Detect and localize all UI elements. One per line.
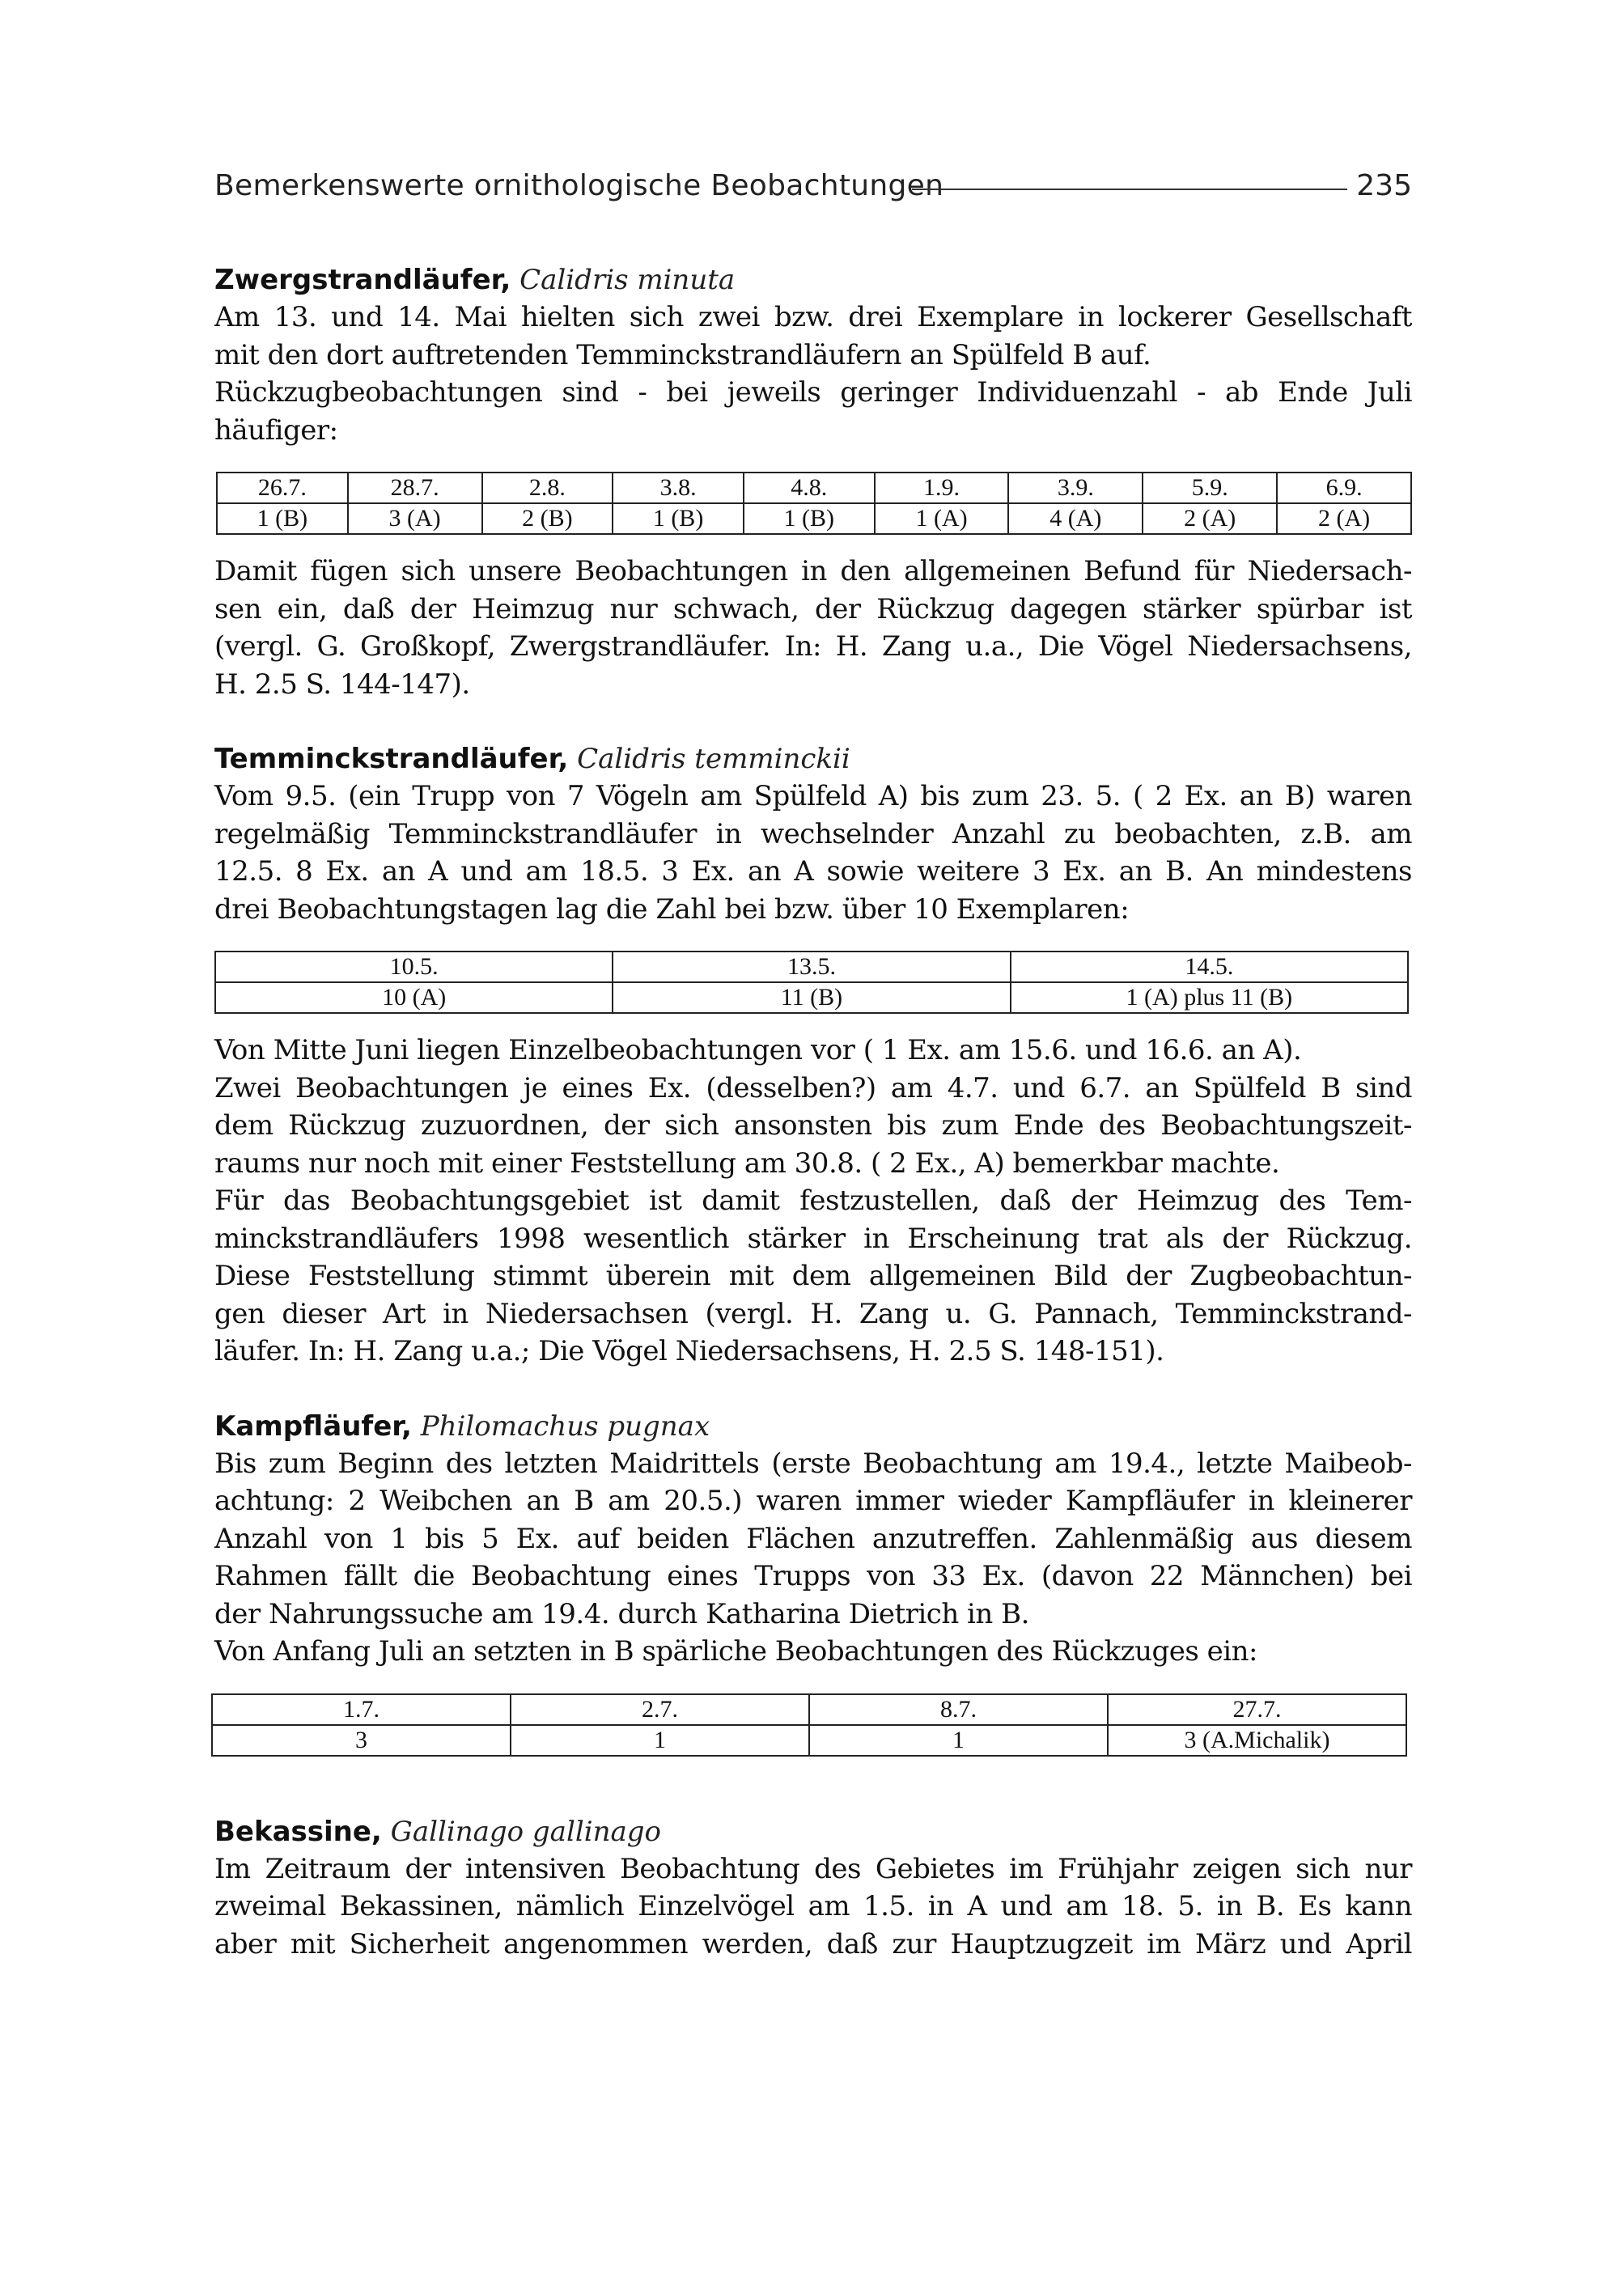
species-heading xyxy=(214,261,1412,299)
text-line: Vom 9.5. (ein Trupp von 7 Vögeln am Spülfeld A) bis zum 23. 5. ( 2 Ex. an B) waren xyxy=(214,780,1412,812)
text-line: Damit fügen sich unsere Beobachtungen in den allgemeinen Befund für Niedersach- xyxy=(214,555,1412,587)
table-cell: 3.8. xyxy=(613,473,744,503)
text-line: Rahmen fällt die Beobachtung eines Trupps von 33 Ex. (davon 22 Männchen) bei xyxy=(214,1560,1412,1592)
text-line: gen dieser Art in Niedersachsen (vergl. H. Zang u. G. Pannach, Temminckstrand- xyxy=(214,1297,1412,1330)
text-line: Am 13. und 14. Mai hielten sich zwei bzw. drei Exemplare in lockerer Gesellschaft xyxy=(214,301,1412,333)
table-cell: 28.7. xyxy=(348,473,482,503)
table-row-dates xyxy=(217,473,1411,503)
table-row-counts xyxy=(217,503,1411,534)
table-cell: 5.9. xyxy=(1143,473,1277,503)
species-heading xyxy=(214,740,1412,778)
text-line: drei Beobachtungstagen lag die Zahl bei bzw. über 10 Exemplaren: xyxy=(214,892,1130,926)
paragraph xyxy=(214,1850,1412,1964)
table-cell: 1 xyxy=(511,1725,809,1756)
species-common-name: Temminckstrandläufer, xyxy=(214,743,569,775)
species-common-name: Zwergstrandläufer, xyxy=(214,264,511,296)
table-cell: 2 (A) xyxy=(1277,503,1411,534)
species-heading xyxy=(214,1408,1412,1445)
species-common-name: Kampfläufer, xyxy=(214,1409,412,1443)
paragraph xyxy=(214,553,1412,703)
table-cell: 2 (B) xyxy=(482,503,613,534)
table-cell: 3 (A.Michalik) xyxy=(1108,1725,1406,1756)
table-row-counts xyxy=(215,982,1408,1013)
text-line: zweimal Bekassinen, nämlich Einzelvögel am 1.5. in A und am 18. 5. in B. Es kann xyxy=(214,1890,1412,1922)
table-cell: 2.7. xyxy=(511,1694,809,1725)
text-line: Zwei Beobachtungen je eines Ex. (desselben?) am 4.7. und 6.7. an Spülfeld B sind xyxy=(214,1071,1412,1104)
text-line: H. 2.5 S. 144-147). xyxy=(214,668,470,701)
table-cell: 1 (A) xyxy=(875,503,1009,534)
text-line: Anzahl von 1 bis 5 Ex. auf beiden Flächen anzutreffen. Zahlenmäßig aus diesem xyxy=(214,1522,1412,1555)
paragraph xyxy=(214,1032,1412,1371)
table-cell: 1 (B) xyxy=(613,503,744,534)
species-latin-name: Philomachus pugnax xyxy=(420,1409,710,1443)
paragraph xyxy=(214,1445,1412,1671)
table-cell: 1 (B) xyxy=(217,503,348,534)
text-line: häufiger: xyxy=(214,413,338,447)
table-cell: 2 (A) xyxy=(1143,503,1277,534)
text-line: läufer. In: H. Zang u.a.; Die Vögel Niedersachsens, H. 2.5 S. 148-151). xyxy=(214,1335,1164,1367)
text-line: achtung: 2 Weibchen an B am 20.5.) waren immer wieder Kampfläufer in kleinerer xyxy=(214,1485,1412,1517)
table-cell: 10.5. xyxy=(215,952,613,982)
table-cell: 4 (A) xyxy=(1008,503,1143,534)
text-line: Für das Beobachtungsgebiet ist damit festzustellen, daß der Heimzug des Tem- xyxy=(214,1185,1412,1217)
section-kampflaeufer xyxy=(214,1408,1412,1757)
table-cell: 2.8. xyxy=(482,473,613,503)
section-temminckstrandlaeufer xyxy=(214,740,1412,1371)
text-line: (vergl. G. Großkopf, Zwergstrandläufer. In: H. Zang u.a., Die Vögel Niedersachsens, xyxy=(214,630,1412,663)
observation-table xyxy=(211,1693,1407,1757)
text-line: raums nur noch mit einer Feststellung am 30.8. ( 2 Ex., A) bemerkbar machte. xyxy=(214,1146,1280,1180)
species-latin-name: Calidris temminckii xyxy=(577,743,850,775)
text-line: Von Mitte Juni liegen Einzelbeobachtungen vor ( 1 Ex. am 15.6. und 16.6. an A). xyxy=(214,1034,1302,1066)
species-heading xyxy=(214,1813,1412,1850)
text-line: Im Zeitraum der intensiven Beobachtung des Gebietes im Frühjahr zeigen sich nur xyxy=(214,1852,1412,1885)
text-line: Bis zum Beginn des letzten Maidrittels (erste Beobachtung am 19.4., letzte Maibeob- xyxy=(214,1447,1412,1480)
text-line: 12.5. 8 Ex. an A und am 18.5. 3 Ex. an A sowie weitere 3 Ex. an B. An mindestens xyxy=(214,855,1412,888)
table-cell: 26.7. xyxy=(217,473,348,503)
section-zwergstrandlaeufer xyxy=(214,261,1412,703)
text-line: regelmäßig Temminckstrandläufer in wechselnder Anzahl zu beobachten, z.B. am xyxy=(214,817,1412,850)
species-latin-name: Gallinago gallinago xyxy=(390,1815,661,1848)
table-cell: 3 (A) xyxy=(348,503,482,534)
table-cell: 14.5. xyxy=(1011,952,1408,982)
page-number: 235 xyxy=(1356,169,1412,202)
text-line: aber mit Sicherheit angenommen werden, daß zur Hauptzugzeit im März und April xyxy=(214,1927,1412,1960)
table-cell: 3 xyxy=(212,1725,511,1756)
table-cell: 1 xyxy=(809,1725,1108,1756)
table-cell: 10 (A) xyxy=(215,982,613,1013)
text-line: Diese Feststellung stimmt überein mit dem allgemeinen Bild der Zugbeobachtun- xyxy=(214,1260,1412,1292)
table-cell: 1 (B) xyxy=(744,503,875,534)
species-common-name: Bekassine, xyxy=(214,1815,382,1848)
table-cell: 11 (B) xyxy=(613,982,1010,1013)
table-cell: 1.9. xyxy=(875,473,1009,503)
running-title: Bemerkenswerte ornithologische Beobachtungen xyxy=(214,169,944,202)
table-cell: 1.7. xyxy=(212,1694,511,1725)
table-cell: 8.7. xyxy=(809,1694,1108,1725)
table-cell: 4.8. xyxy=(744,473,875,503)
paragraph xyxy=(214,778,1412,928)
table-cell: 13.5. xyxy=(613,952,1010,982)
document-page xyxy=(214,158,1412,1963)
text-line: dem Rückzug zuzuordnen, der sich ansonsten bis zum Ende des Beobachtungszeit- xyxy=(214,1109,1412,1142)
section-bekassine xyxy=(214,1813,1412,1964)
table-row-dates xyxy=(215,952,1408,982)
observation-table xyxy=(216,472,1412,535)
text-line: Von Anfang Juli an setzten in B spärliche Beobachtungen des Rückzuges ein: xyxy=(214,1635,1257,1668)
paragraph xyxy=(214,299,1412,449)
species-latin-name: Calidris minuta xyxy=(519,264,736,296)
table-row-counts xyxy=(212,1725,1406,1756)
header-rule xyxy=(912,189,1347,190)
text-line: sen ein, daß der Heimzug nur schwach, der Rückzug dagegen stärker spürbar ist xyxy=(214,592,1412,625)
text-line: minckstrandläufers 1998 wesentlich stärker in Erscheinung trat als der Rückzug. xyxy=(214,1222,1412,1255)
text-line: der Nahrungssuche am 19.4. durch Katharina Dietrich in B. xyxy=(214,1597,1029,1630)
table-row-dates xyxy=(212,1694,1406,1725)
text-line: Rückzugbeobachtungen sind - bei jeweils geringer Individuenzahl - ab Ende Juli xyxy=(214,376,1412,409)
text-line: mit den dort auftretenden Temminckstrandläufern an Spülfeld B auf. xyxy=(214,338,1151,371)
table-cell: 3.9. xyxy=(1008,473,1143,503)
table-cell: 1 (A) plus 11 (B) xyxy=(1011,982,1408,1013)
table-cell: 27.7. xyxy=(1108,1694,1406,1725)
table-cell: 6.9. xyxy=(1277,473,1411,503)
running-header xyxy=(214,158,1412,206)
observation-table xyxy=(214,951,1409,1014)
